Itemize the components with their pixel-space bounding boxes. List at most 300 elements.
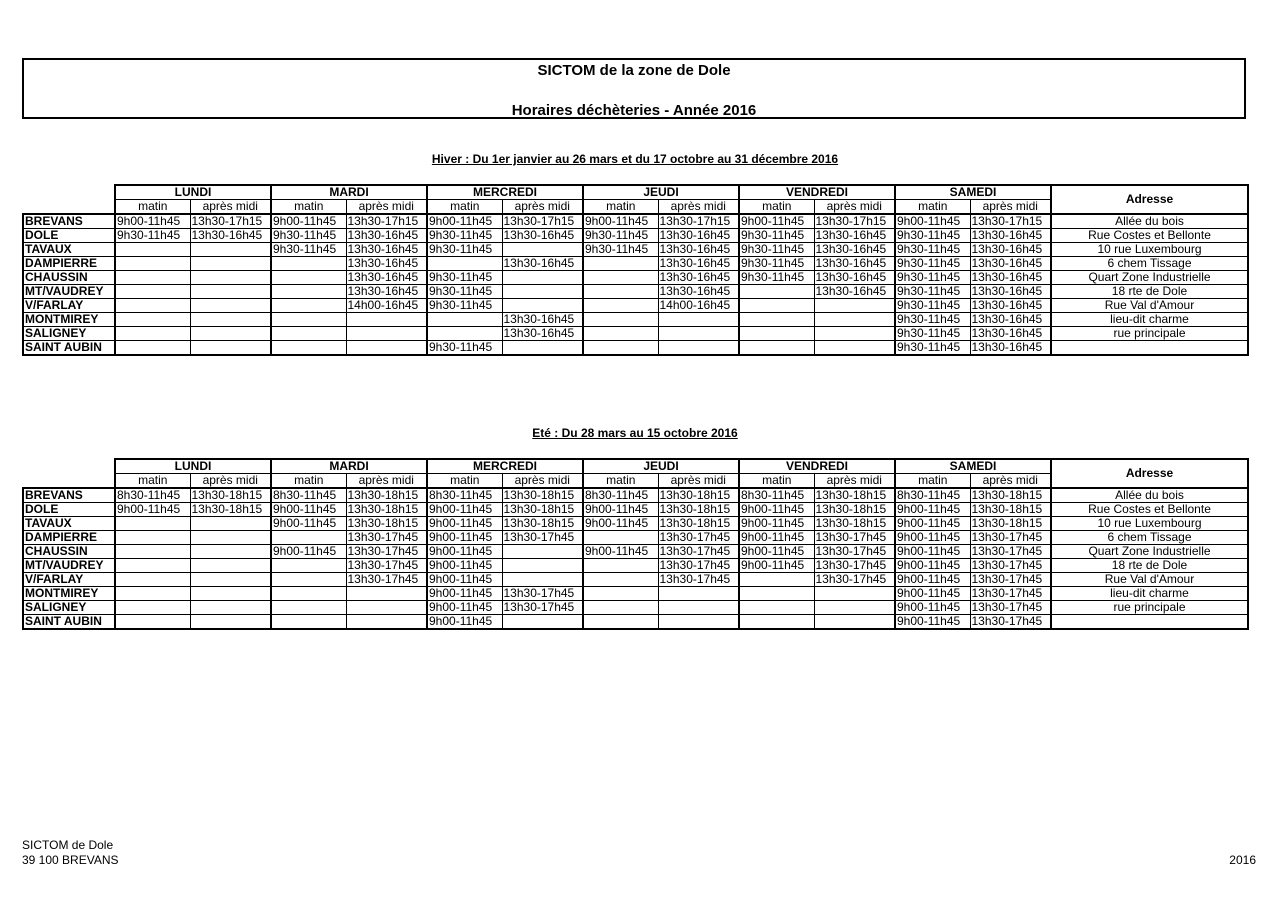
morning-hours-cell: 9h30-11h45	[739, 271, 814, 285]
afternoon-hours-cell: 13h30-17h45	[970, 531, 1051, 545]
site-address: Allée du bois	[1051, 214, 1248, 229]
morning-hours-cell	[115, 313, 190, 327]
address-header: Adresse	[1051, 459, 1248, 488]
morning-hours-cell: 9h30-11h45	[271, 229, 346, 243]
morning-hours-cell	[583, 299, 658, 313]
morning-hours-cell: 9h30-11h45	[427, 285, 502, 299]
afternoon-hours-cell	[658, 313, 739, 327]
morning-hours-cell	[115, 545, 190, 559]
table-row	[23, 214, 1248, 229]
morning-hours-cell: 9h30-11h45	[895, 341, 970, 356]
afternoon-hours-cell	[658, 615, 739, 630]
morning-hours-cell: 9h00-11h45	[427, 573, 502, 587]
morning-hours-cell	[739, 285, 814, 299]
morning-hours-cell: 9h00-11h45	[895, 573, 970, 587]
morning-hours-cell: 9h00-11h45	[895, 587, 970, 601]
afternoon-hours-cell	[502, 615, 583, 630]
morning-hours-cell: 9h00-11h45	[895, 601, 970, 615]
afternoon-hours-cell: 13h30-16h45	[814, 285, 895, 299]
morning-hours-cell: 9h00-11h45	[583, 545, 658, 559]
morning-hours-cell: 9h30-11h45	[583, 229, 658, 243]
afternoon-hours-cell	[190, 299, 271, 313]
morning-hours-cell	[271, 601, 346, 615]
morning-hours-cell: 9h00-11h45	[271, 214, 346, 229]
afternoon-hours-cell: 13h30-18h15	[346, 517, 427, 531]
afternoon-hours-cell: 13h30-16h45	[190, 229, 271, 243]
afternoon-hours-cell	[658, 601, 739, 615]
site-address: rue principale	[1051, 327, 1248, 341]
afternoon-hours-cell: 13h30-17h45	[502, 531, 583, 545]
site-address: Rue Costes et Bellonte	[1051, 503, 1248, 517]
morning-hours-cell: 9h00-11h45	[427, 615, 502, 630]
morning-hours-cell: 9h30-11h45	[739, 257, 814, 271]
afternoon-hours-cell	[190, 559, 271, 573]
morning-hours-cell: 9h30-11h45	[895, 313, 970, 327]
morning-hours-cell	[115, 517, 190, 531]
header-blank-cell	[23, 200, 115, 215]
morning-hours-cell	[271, 615, 346, 630]
day-header: VENDREDI	[739, 459, 895, 474]
morning-hours-cell: 8h30-11h45	[271, 488, 346, 503]
morning-hours-cell	[271, 285, 346, 299]
table-row	[23, 503, 1248, 517]
afternoon-hours-cell	[346, 327, 427, 341]
site-name: CHAUSSIN	[23, 271, 115, 285]
afternoon-hours-cell: 13h30-16h45	[502, 257, 583, 271]
site-address: Allée du bois	[1051, 488, 1248, 503]
morning-hours-cell: 9h30-11h45	[427, 341, 502, 356]
morning-hours-cell: 9h00-11h45	[895, 615, 970, 630]
afternoon-hours-cell: 13h30-16h45	[346, 243, 427, 257]
morning-hours-cell	[583, 587, 658, 601]
afternoon-hours-cell: 13h30-16h45	[970, 229, 1051, 243]
afternoon-hours-cell	[190, 313, 271, 327]
morning-hours-cell: 9h00-11h45	[271, 517, 346, 531]
morning-hours-cell	[583, 601, 658, 615]
afternoon-hours-cell: 13h30-18h15	[970, 488, 1051, 503]
afternoon-hours-cell: 13h30-17h45	[970, 545, 1051, 559]
afternoon-hours-cell: 13h30-18h15	[502, 503, 583, 517]
morning-hours-cell: 9h30-11h45	[895, 243, 970, 257]
afternoon-hours-cell: 13h30-16h45	[658, 271, 739, 285]
morning-hours-cell	[271, 313, 346, 327]
morning-hours-cell: 9h00-11h45	[583, 214, 658, 229]
footer-org: SICTOM de Dole	[22, 838, 114, 852]
site-name: TAVAUX	[23, 243, 115, 257]
site-address: Rue Val d'Amour	[1051, 299, 1248, 313]
afternoon-hours-cell	[190, 327, 271, 341]
afternoon-hours-cell	[502, 285, 583, 299]
afternoon-hours-cell: 13h30-16h45	[658, 257, 739, 271]
morning-hours-cell: 9h00-11h45	[427, 214, 502, 229]
day-header: SAMEDI	[895, 459, 1051, 474]
morning-hours-cell	[583, 285, 658, 299]
afternoon-hours-cell: 13h30-17h15	[970, 214, 1051, 229]
morning-hours-cell	[271, 257, 346, 271]
table-row	[23, 313, 1248, 327]
morning-hours-cell: 9h00-11h45	[895, 517, 970, 531]
afternoon-hours-cell	[502, 299, 583, 313]
afternoon-hours-cell: 13h30-17h45	[658, 559, 739, 573]
morning-hours-cell	[739, 299, 814, 313]
afternoon-hours-cell: 13h30-16h45	[814, 229, 895, 243]
site-name: CHAUSSIN	[23, 545, 115, 559]
morning-hours-cell: 9h00-11h45	[739, 545, 814, 559]
site-name: TAVAUX	[23, 517, 115, 531]
morning-hours-cell	[271, 573, 346, 587]
morning-hours-cell	[583, 615, 658, 630]
morning-hours-cell: 9h00-11h45	[739, 531, 814, 545]
afternoon-hours-cell: 13h30-16h45	[814, 243, 895, 257]
morning-hours-cell	[739, 615, 814, 630]
afternoon-hours-cell: 13h30-16h45	[814, 271, 895, 285]
morning-hours-cell: 9h00-11h45	[739, 517, 814, 531]
morning-hours-cell	[271, 531, 346, 545]
morning-subheader: matin	[583, 200, 658, 215]
site-name: MT/VAUDREY	[23, 285, 115, 299]
table-row	[23, 271, 1248, 285]
table-row	[23, 327, 1248, 341]
morning-hours-cell	[115, 285, 190, 299]
afternoon-subheader: après midi	[190, 474, 271, 489]
site-name: SALIGNEY	[23, 601, 115, 615]
morning-hours-cell	[739, 313, 814, 327]
morning-hours-cell: 9h00-11h45	[271, 545, 346, 559]
afternoon-hours-cell: 13h30-17h45	[346, 559, 427, 573]
winter-section-title: Hiver : Du 1er janvier au 26 mars et du 17 octobre au 31 décembre 2016	[431, 152, 839, 166]
afternoon-hours-cell	[814, 313, 895, 327]
afternoon-hours-cell: 13h30-18h15	[814, 503, 895, 517]
morning-hours-cell: 9h00-11h45	[895, 531, 970, 545]
afternoon-hours-cell	[502, 545, 583, 559]
site-name: MONTMIREY	[23, 587, 115, 601]
morning-hours-cell	[427, 327, 502, 341]
afternoon-hours-cell: 13h30-16h45	[970, 313, 1051, 327]
afternoon-hours-cell: 13h30-18h15	[970, 503, 1051, 517]
site-name: SAINT AUBIN	[23, 341, 115, 356]
table-row	[23, 517, 1248, 531]
summer-schedule-table	[22, 458, 1249, 630]
afternoon-hours-cell: 13h30-16h45	[970, 243, 1051, 257]
morning-hours-cell	[115, 601, 190, 615]
afternoon-hours-cell	[190, 545, 271, 559]
site-address: Rue Val d'Amour	[1051, 573, 1248, 587]
day-header: JEUDI	[583, 459, 739, 474]
afternoon-hours-cell	[814, 341, 895, 356]
day-header: JEUDI	[583, 185, 739, 200]
table-row	[23, 299, 1248, 313]
morning-hours-cell	[271, 559, 346, 573]
afternoon-subheader: après midi	[346, 200, 427, 215]
afternoon-hours-cell: 13h30-16h45	[658, 229, 739, 243]
table-row	[23, 573, 1248, 587]
day-header: LUNDI	[115, 459, 271, 474]
day-header: MERCREDI	[427, 185, 583, 200]
table-row	[23, 615, 1248, 630]
morning-hours-cell	[115, 327, 190, 341]
afternoon-hours-cell	[190, 341, 271, 356]
afternoon-subheader: après midi	[814, 474, 895, 489]
morning-hours-cell: 9h30-11h45	[895, 271, 970, 285]
morning-hours-cell: 9h00-11h45	[427, 559, 502, 573]
morning-subheader: matin	[115, 200, 190, 215]
afternoon-hours-cell: 13h30-18h15	[814, 488, 895, 503]
afternoon-hours-cell	[190, 531, 271, 545]
afternoon-hours-cell: 14h00-16h45	[346, 299, 427, 313]
morning-hours-cell: 9h00-11h45	[427, 545, 502, 559]
morning-hours-cell: 9h00-11h45	[427, 601, 502, 615]
table-row	[23, 488, 1248, 503]
afternoon-hours-cell: 13h30-17h15	[346, 214, 427, 229]
afternoon-hours-cell: 13h30-17h45	[814, 531, 895, 545]
morning-hours-cell	[115, 559, 190, 573]
afternoon-subheader: après midi	[814, 200, 895, 215]
afternoon-hours-cell: 13h30-17h15	[190, 214, 271, 229]
afternoon-hours-cell: 13h30-16h45	[502, 313, 583, 327]
morning-hours-cell	[583, 327, 658, 341]
summer-section-title: Eté : Du 28 mars au 15 octobre 2016	[532, 426, 738, 440]
afternoon-hours-cell	[346, 601, 427, 615]
header-blank-cell	[23, 185, 115, 200]
afternoon-hours-cell: 13h30-18h15	[658, 488, 739, 503]
table-row	[23, 545, 1248, 559]
site-address: 18 rte de Dole	[1051, 559, 1248, 573]
morning-hours-cell	[115, 271, 190, 285]
afternoon-hours-cell	[658, 587, 739, 601]
morning-hours-cell	[739, 573, 814, 587]
site-address: lieu-dit charme	[1051, 587, 1248, 601]
table-row	[23, 559, 1248, 573]
afternoon-hours-cell	[190, 615, 271, 630]
day-header: MARDI	[271, 459, 427, 474]
afternoon-subheader: après midi	[502, 474, 583, 489]
afternoon-hours-cell	[346, 615, 427, 630]
morning-hours-cell	[739, 587, 814, 601]
afternoon-hours-cell	[346, 313, 427, 327]
table-row	[23, 587, 1248, 601]
afternoon-hours-cell: 13h30-18h15	[190, 488, 271, 503]
site-name: V/FARLAY	[23, 299, 115, 313]
morning-subheader: matin	[271, 474, 346, 489]
morning-hours-cell	[115, 531, 190, 545]
morning-hours-cell	[115, 299, 190, 313]
site-name: SALIGNEY	[23, 327, 115, 341]
table-row	[23, 229, 1248, 243]
morning-subheader: matin	[115, 474, 190, 489]
afternoon-hours-cell: 13h30-16h45	[970, 285, 1051, 299]
winter-schedule-table	[22, 184, 1249, 356]
morning-hours-cell: 9h00-11h45	[427, 517, 502, 531]
table-row	[23, 285, 1248, 299]
table-row	[23, 243, 1248, 257]
afternoon-subheader: après midi	[346, 474, 427, 489]
header-blank-cell	[23, 459, 115, 474]
site-address: 6 chem Tissage	[1051, 257, 1248, 271]
footer-year: 2016	[1229, 853, 1256, 867]
site-name: MONTMIREY	[23, 313, 115, 327]
afternoon-subheader: après midi	[970, 474, 1051, 489]
morning-hours-cell: 9h00-11h45	[427, 503, 502, 517]
morning-hours-cell: 9h30-11h45	[427, 299, 502, 313]
day-header: MARDI	[271, 185, 427, 200]
afternoon-hours-cell: 13h30-17h45	[658, 573, 739, 587]
morning-hours-cell: 8h30-11h45	[115, 488, 190, 503]
afternoon-hours-cell: 13h30-16h45	[970, 271, 1051, 285]
afternoon-hours-cell	[502, 271, 583, 285]
afternoon-hours-cell: 13h30-16h45	[814, 257, 895, 271]
header-blank-cell	[23, 474, 115, 489]
morning-hours-cell: 8h30-11h45	[895, 488, 970, 503]
afternoon-hours-cell: 14h00-16h45	[658, 299, 739, 313]
morning-hours-cell: 9h00-11h45	[115, 214, 190, 229]
afternoon-hours-cell: 13h30-17h15	[502, 214, 583, 229]
afternoon-hours-cell: 13h30-16h45	[970, 257, 1051, 271]
afternoon-hours-cell: 13h30-18h15	[658, 517, 739, 531]
afternoon-hours-cell: 13h30-18h15	[502, 488, 583, 503]
morning-hours-cell: 9h30-11h45	[583, 243, 658, 257]
morning-hours-cell: 9h30-11h45	[427, 271, 502, 285]
afternoon-hours-cell	[814, 327, 895, 341]
morning-hours-cell: 9h00-11h45	[895, 545, 970, 559]
site-name: DOLE	[23, 229, 115, 243]
afternoon-hours-cell: 13h30-16h45	[346, 229, 427, 243]
morning-hours-cell	[271, 271, 346, 285]
afternoon-hours-cell	[502, 341, 583, 356]
site-address: Quart Zone Industrielle	[1051, 271, 1248, 285]
site-name: BREVANS	[23, 214, 115, 229]
afternoon-hours-cell: 13h30-17h45	[814, 545, 895, 559]
afternoon-hours-cell: 13h30-16h45	[970, 299, 1051, 313]
site-address	[1051, 341, 1248, 356]
afternoon-hours-cell: 13h30-17h15	[814, 214, 895, 229]
afternoon-hours-cell: 13h30-16h45	[658, 243, 739, 257]
morning-hours-cell	[115, 573, 190, 587]
afternoon-hours-cell: 13h30-17h45	[346, 545, 427, 559]
site-name: MT/VAUDREY	[23, 559, 115, 573]
afternoon-hours-cell: 13h30-17h45	[346, 573, 427, 587]
afternoon-hours-cell	[190, 271, 271, 285]
afternoon-hours-cell	[814, 299, 895, 313]
morning-hours-cell: 9h00-11h45	[583, 503, 658, 517]
day-header: MERCREDI	[427, 459, 583, 474]
morning-hours-cell: 9h30-11h45	[895, 229, 970, 243]
morning-hours-cell: 8h30-11h45	[427, 488, 502, 503]
morning-subheader: matin	[895, 200, 970, 215]
afternoon-hours-cell	[502, 559, 583, 573]
morning-hours-cell: 9h00-11h45	[739, 503, 814, 517]
afternoon-hours-cell: 13h30-17h45	[814, 573, 895, 587]
afternoon-hours-cell: 13h30-17h45	[970, 573, 1051, 587]
morning-hours-cell	[115, 587, 190, 601]
afternoon-hours-cell: 13h30-17h45	[814, 559, 895, 573]
afternoon-hours-cell	[190, 601, 271, 615]
afternoon-hours-cell: 13h30-18h15	[346, 503, 427, 517]
morning-hours-cell	[115, 243, 190, 257]
morning-hours-cell: 9h00-11h45	[739, 559, 814, 573]
site-address: 18 rte de Dole	[1051, 285, 1248, 299]
afternoon-hours-cell: 13h30-16h45	[502, 229, 583, 243]
day-header: SAMEDI	[895, 185, 1051, 200]
afternoon-hours-cell: 13h30-16h45	[346, 271, 427, 285]
afternoon-hours-cell	[502, 243, 583, 257]
site-name: DAMPIERRE	[23, 257, 115, 271]
afternoon-subheader: après midi	[970, 200, 1051, 215]
afternoon-hours-cell	[814, 601, 895, 615]
document-title: SICTOM de la zone de Dole	[537, 62, 731, 79]
afternoon-hours-cell: 13h30-16h45	[346, 285, 427, 299]
morning-hours-cell	[115, 257, 190, 271]
afternoon-hours-cell: 13h30-17h45	[658, 545, 739, 559]
morning-hours-cell: 9h00-11h45	[739, 214, 814, 229]
morning-hours-cell: 9h00-11h45	[427, 531, 502, 545]
morning-hours-cell: 9h30-11h45	[895, 327, 970, 341]
site-address: rue principale	[1051, 601, 1248, 615]
morning-hours-cell: 9h00-11h45	[895, 214, 970, 229]
morning-hours-cell: 9h30-11h45	[895, 285, 970, 299]
afternoon-hours-cell	[658, 327, 739, 341]
afternoon-hours-cell	[190, 243, 271, 257]
morning-hours-cell: 9h00-11h45	[115, 503, 190, 517]
document-subtitle: Horaires déchèteries - Année 2016	[511, 102, 757, 119]
morning-hours-cell	[583, 313, 658, 327]
afternoon-hours-cell	[190, 285, 271, 299]
table-row	[23, 601, 1248, 615]
morning-hours-cell	[271, 327, 346, 341]
afternoon-hours-cell	[502, 573, 583, 587]
morning-hours-cell	[583, 341, 658, 356]
morning-hours-cell: 8h30-11h45	[583, 488, 658, 503]
afternoon-hours-cell: 13h30-17h45	[658, 531, 739, 545]
table-row	[23, 257, 1248, 271]
afternoon-hours-cell: 13h30-18h15	[814, 517, 895, 531]
site-name: DAMPIERRE	[23, 531, 115, 545]
morning-hours-cell: 9h00-11h45	[427, 587, 502, 601]
site-name: BREVANS	[23, 488, 115, 503]
morning-hours-cell: 9h00-11h45	[895, 503, 970, 517]
afternoon-hours-cell	[346, 587, 427, 601]
morning-hours-cell	[427, 257, 502, 271]
afternoon-hours-cell: 13h30-16h45	[970, 341, 1051, 356]
site-address: 10 rue Luxembourg	[1051, 517, 1248, 531]
morning-hours-cell: 9h30-11h45	[895, 299, 970, 313]
afternoon-hours-cell: 13h30-17h45	[502, 587, 583, 601]
morning-hours-cell: 9h30-11h45	[895, 257, 970, 271]
morning-subheader: matin	[895, 474, 970, 489]
afternoon-hours-cell	[814, 587, 895, 601]
table-row	[23, 531, 1248, 545]
morning-hours-cell	[583, 559, 658, 573]
morning-hours-cell: 9h30-11h45	[739, 229, 814, 243]
morning-hours-cell: 9h00-11h45	[271, 503, 346, 517]
morning-hours-cell: 8h30-11h45	[739, 488, 814, 503]
afternoon-subheader: après midi	[502, 200, 583, 215]
morning-hours-cell	[739, 601, 814, 615]
afternoon-hours-cell	[346, 341, 427, 356]
site-name: DOLE	[23, 503, 115, 517]
afternoon-hours-cell: 13h30-17h15	[658, 214, 739, 229]
morning-hours-cell	[427, 313, 502, 327]
morning-hours-cell: 9h30-11h45	[427, 243, 502, 257]
site-address: lieu-dit charme	[1051, 313, 1248, 327]
site-name: SAINT AUBIN	[23, 615, 115, 630]
afternoon-hours-cell: 13h30-17h45	[346, 531, 427, 545]
site-address: Quart Zone Industrielle	[1051, 545, 1248, 559]
afternoon-hours-cell: 13h30-17h45	[970, 559, 1051, 573]
morning-hours-cell	[583, 531, 658, 545]
morning-subheader: matin	[739, 474, 814, 489]
afternoon-hours-cell: 13h30-17h45	[970, 615, 1051, 630]
morning-hours-cell	[583, 573, 658, 587]
